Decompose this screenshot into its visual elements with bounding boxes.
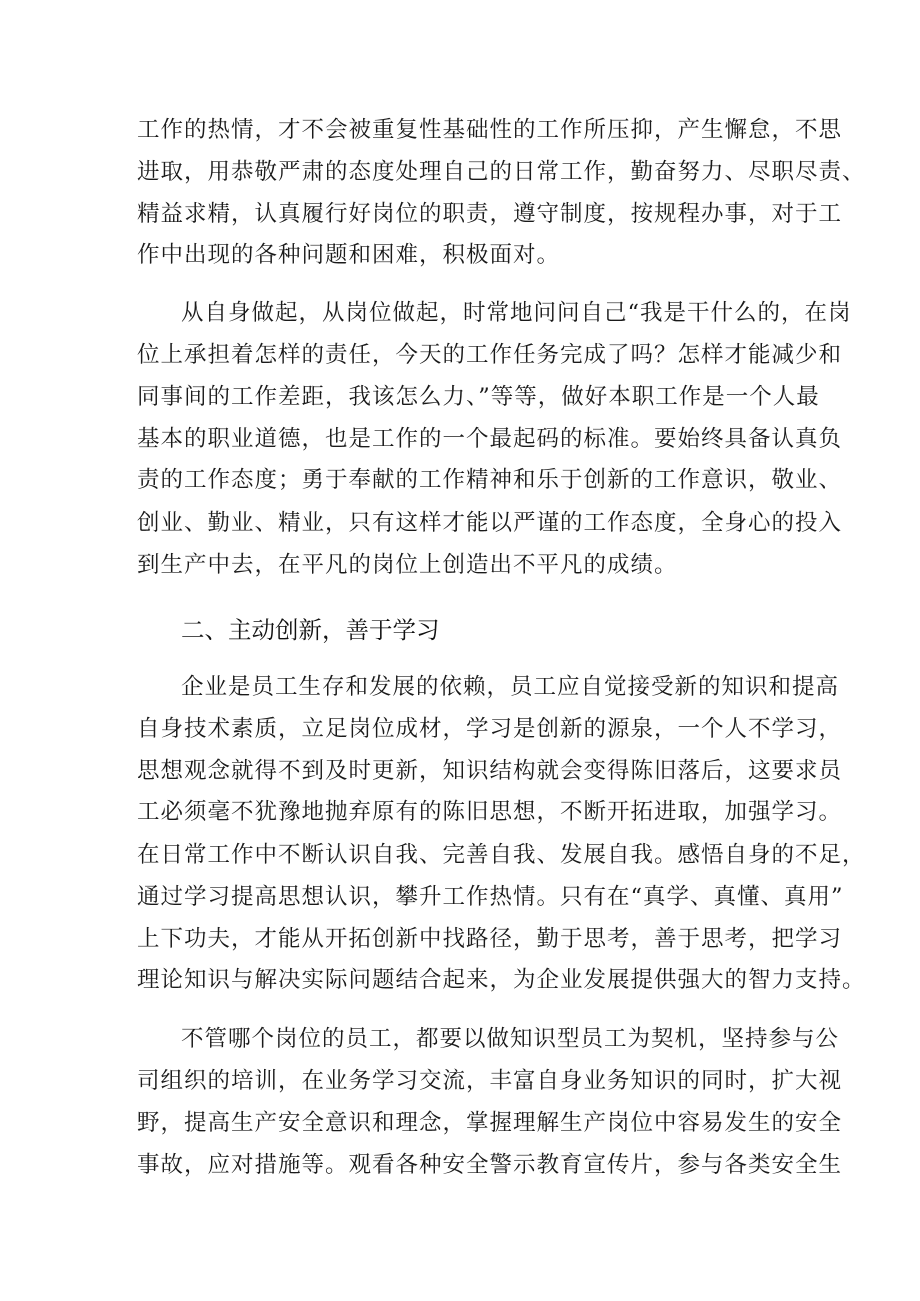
paragraph-line: 从自身做起，从岗位做起，时常地问问自己“我是干什么的，在岗 xyxy=(181,300,852,326)
paragraph-line: 理论知识与解决实际问题结合起来，为企业发展提供强大的智力支持。 xyxy=(137,967,866,993)
paragraph-line: 野，提高生产安全意识和理念，掌握理解生产岗位中容易发生的安全 xyxy=(137,1110,843,1136)
section-heading: 二、主动创新，善于学习 xyxy=(181,616,440,644)
paragraph-line: 上下功夫，才能从开拓创新中找路径，勤于思考，善于思考，把学习 xyxy=(137,926,843,952)
paragraph-line: 作中出现的各种问题和困难，积极面对。 xyxy=(137,242,561,268)
paragraph-line: 自身技术素质，立足岗位成材，学习是创新的源泉，一个人不学习， xyxy=(137,716,843,742)
paragraph-line: 通过学习提高思想认识，攀升工作热情。只有在“真学、真懂、真用” xyxy=(137,884,844,910)
paragraph-line: 工作的热情，才不会被重复性基础性的工作所压抑，产生懈怠，不思 xyxy=(137,117,843,143)
paragraph-line: 基本的职业道德，也是工作的一个最起码的标准。要始终具备认真负 xyxy=(137,426,843,452)
paragraph-line: 思想观念就得不到及时更新，知识结构就会变得陈旧落后，这要求员 xyxy=(137,758,843,784)
paragraph-line: 责的工作态度；勇于奉献的工作精神和乐于创新的工作意识，敬业、 xyxy=(137,467,843,493)
paragraph-line: 司组织的培训，在业务学习交流，丰富自身业务知识的同时，扩大视 xyxy=(137,1068,843,1094)
paragraph-line: 创业、勤业、精业，只有这样才能以严谨的工作态度，全身心的投入 xyxy=(137,510,843,536)
paragraph-line: 在日常工作中不断认识自我、完善自我、发展自我。感悟自身的不足， xyxy=(137,842,866,868)
paragraph-line: 企业是员工生存和发展的依赖，员工应自觉接受新的知识和提高 xyxy=(181,674,840,700)
paragraph-line: 进取，用恭敬严肃的态度处理自己的日常工作，勤奋努力、尽职尽责、 xyxy=(137,159,866,185)
paragraph-line: 不管哪个岗位的员工，都要以做知识型员工为契机，坚持参与公 xyxy=(181,1026,840,1052)
paragraph-line: 事故，应对措施等。观看各种安全警示教育宣传片，参与各类安全生 xyxy=(137,1152,843,1178)
paragraph-line: 工必须毫不犹豫地抛弃原有的陈旧思想，不断开拓进取，加强学习。 xyxy=(137,799,843,825)
paragraph-line: 到生产中去，在平凡的岗位上创造出不平凡的成绩。 xyxy=(137,552,678,578)
paragraph-line: 同事间的工作差距，我该怎么力、”等等，做好本职工作是一个人最 xyxy=(137,384,820,410)
paragraph-line: 精益求精，认真履行好岗位的职责，遵守制度，按规程办事，对于工 xyxy=(137,201,843,227)
paragraph-line: 位上承担着怎样的责任，今天的工作任务完成了吗？怎样才能减少和 xyxy=(137,342,843,368)
